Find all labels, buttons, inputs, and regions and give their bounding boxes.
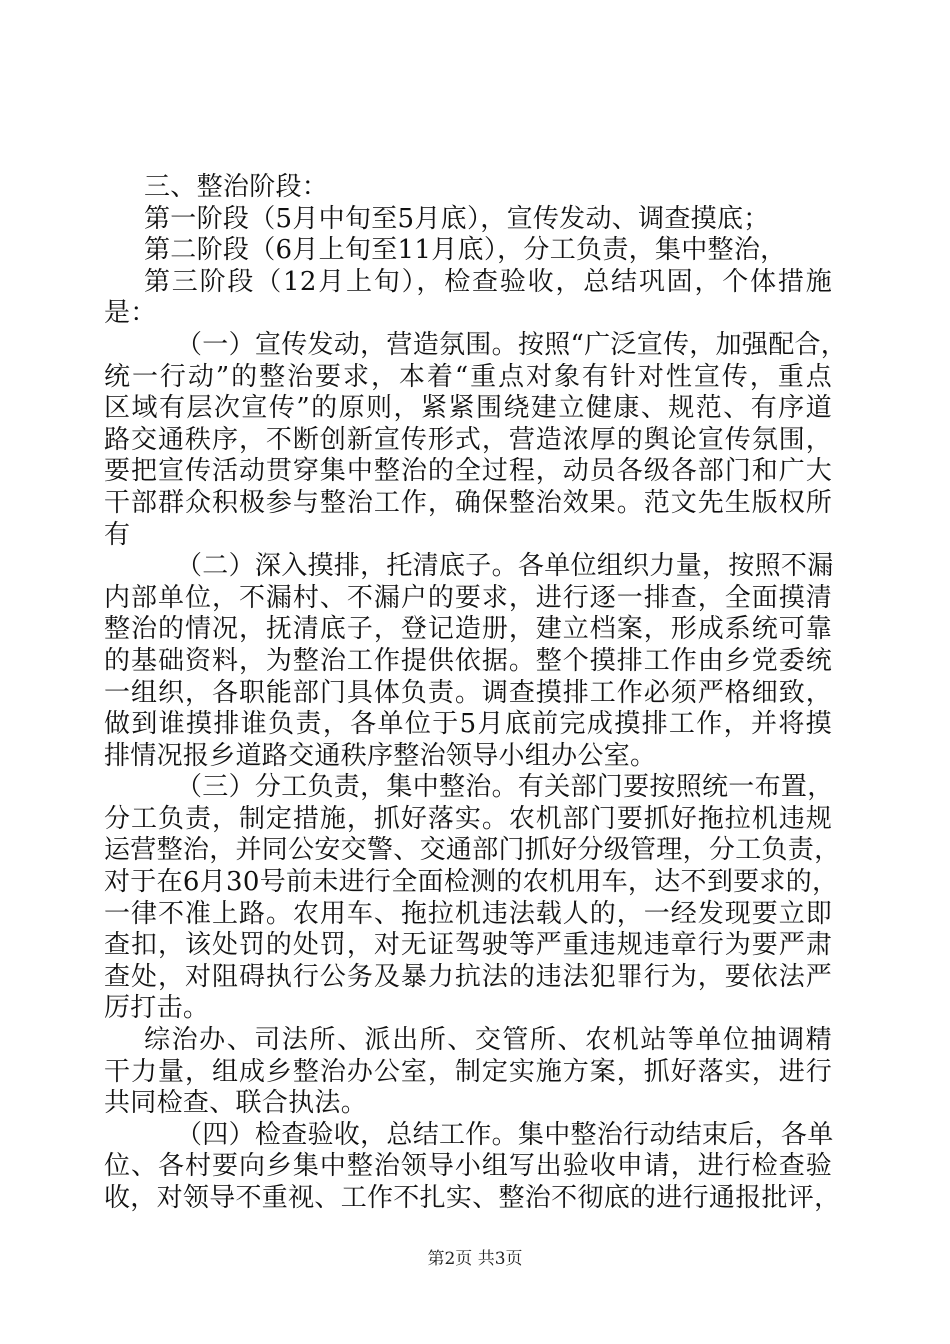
text-line: 分工负责，制定措施，抓好落实。农机部门要抓好拖拉机违规 xyxy=(104,803,832,834)
text-line: 干力量，组成乡整治办公室，制定实施方案，抓好落实，进行 xyxy=(104,1056,832,1087)
text-line: 一律不准上路。农用车、拖拉机违法载人的，一经发现要立即 xyxy=(104,898,832,929)
text-line: 统一行动”的整治要求，本着“重点对象有针对性宣传，重点 xyxy=(104,361,832,392)
text-line: 要把宣传活动贯穿集中整治的全过程，动员各级各部门和广大 xyxy=(104,456,832,487)
text-line: 有 xyxy=(104,519,131,550)
text-line: 整治的情况，抚清底子，登记造册，建立档案，形成系统可靠 xyxy=(104,614,832,645)
text-line: 运营整治，并同公安交警、交通部门抓好分级管理，分工负责， xyxy=(104,835,841,866)
text-line: 收，对领导不重视、工作不扎实、整治不彻底的进行通报批评， xyxy=(104,1183,841,1213)
text-line: 一组织，各职能部门具体负责。调查摸排工作必须严格细致， xyxy=(104,677,832,708)
document-body xyxy=(104,172,848,1215)
text-line: 第一阶段（5月中旬至5月底），宣传发动、调查摸底； xyxy=(144,203,770,234)
text-line: 路交通秩序，不断创新宣传形式，营造浓厚的舆论宣传氛围， xyxy=(104,424,832,455)
text-line: 对于在6月30号前未进行全面检测的农机用车，达不到要求的， xyxy=(104,867,839,898)
text-line: （四）检查验收，总结工作。集中整治行动结束后，各单 xyxy=(176,1119,834,1150)
text-line: 厉打击。 xyxy=(104,993,210,1024)
text-line: 共同检查、联合执法。 xyxy=(104,1088,368,1119)
text-line: 内部单位，不漏村、不漏户的要求，进行逐一排查，全面摸清 xyxy=(104,582,832,613)
text-line: 查扣，该处罚的处罚，对无证驾驶等严重违规违章行为要严肃 xyxy=(104,930,832,961)
text-line: （一）宣传发动，营造氛围。按照“广泛宣传，加强配合， xyxy=(176,329,848,360)
text-line: 查处，对阻碍执行公务及暴力抗法的违法犯罪行为，要依法严 xyxy=(104,961,832,992)
text-line: （二）深入摸排，托清底子。各单位组织力量，按照不漏 xyxy=(176,551,834,582)
text-line: 区域有层次宣传”的原则，紧紧围绕建立健康、规范、有序道 xyxy=(104,393,832,424)
text-line: 第三阶段（12月上旬），检查验收，总结巩固，个体措施 xyxy=(144,266,832,297)
text-line: 干部群众积极参与整治工作，确保整治效果。范文先生版权所 xyxy=(104,487,832,518)
page-footer: 第2页 共3页 xyxy=(427,1249,523,1269)
text-line: 做到谁摸排谁负责，各单位于5月底前完成摸排工作，并将摸 xyxy=(104,709,832,740)
text-line: 综治办、司法所、派出所、交管所、农机站等单位抽调精 xyxy=(144,1025,832,1056)
text-line: 三、整治阶段： xyxy=(144,172,329,202)
text-line: （三）分工负责，集中整治。有关部门要按照统一布置， xyxy=(176,772,834,803)
text-line: 的基础资料，为整治工作提供依据。整个摸排工作由乡党委统 xyxy=(104,645,832,676)
text-line: 位、各村要向乡集中整治领导小组写出验收申请，进行检查验 xyxy=(104,1151,832,1182)
text-line: 是： xyxy=(104,298,157,329)
text-line: 第二阶段（6月上旬至11月底），分工负责，集中整治， xyxy=(144,235,787,266)
text-line: 排情况报乡道路交通秩序整治领导小组办公室。 xyxy=(104,740,657,771)
